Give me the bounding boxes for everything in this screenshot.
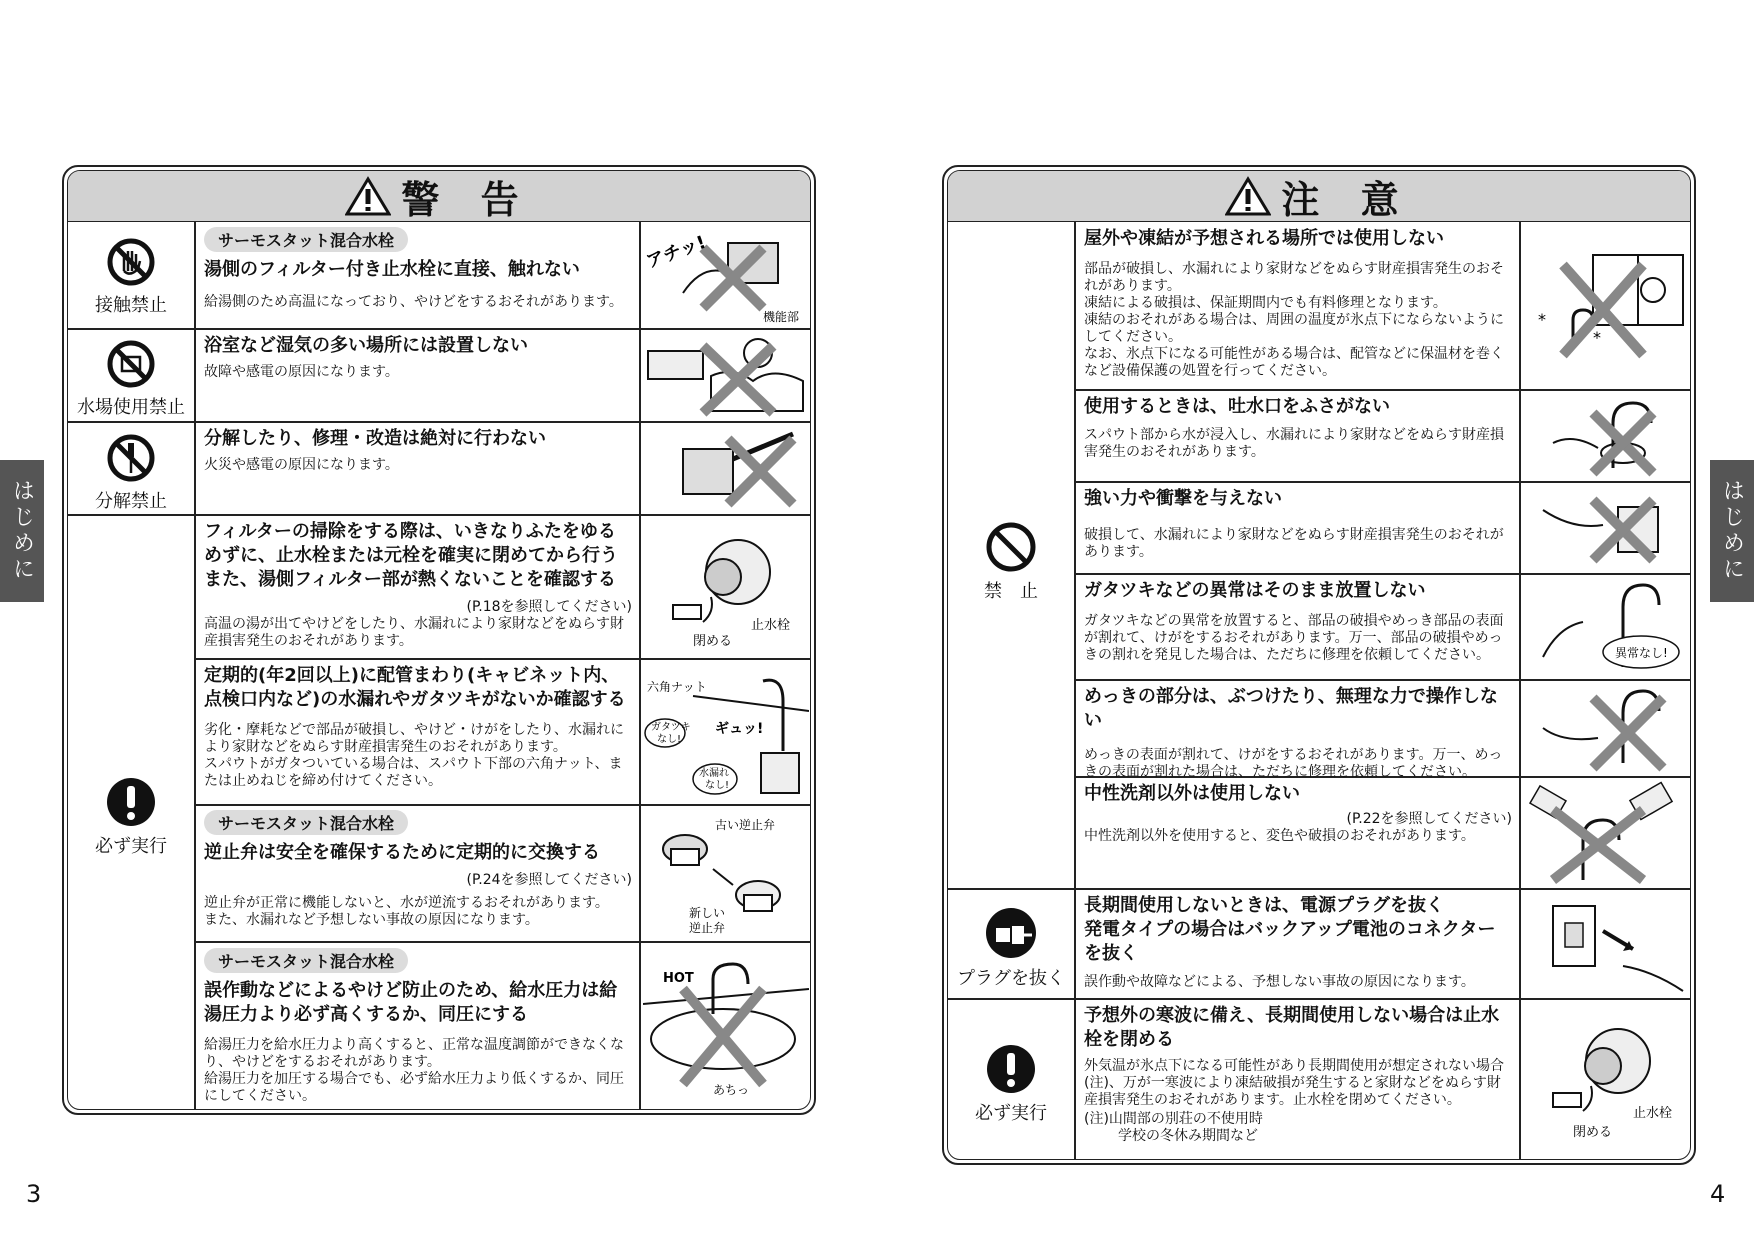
caution-row-2: 使用するときは、吐水口をふさがない スパウト部から水が浸入し、水漏れにより家財などをぬらす財産損害発生のおそれがあります。 bbox=[1084, 396, 1504, 460]
svg-text:なし!: なし! bbox=[705, 780, 730, 791]
warning-row-5: 定期的(年2回以上)に配管まわり(キャビネット内、点検口内など)の水漏れやガタツキがないか確認する 劣化・摩耗などで部品が破損し、やけど・けがをしたり、水漏れにより家財などをぬらす財産損害発生のおそれがあります。 スパウトがガタついている場合は、スパウト下部の六角ナット、または止めねじを締め付けてください。 bbox=[204, 665, 626, 789]
piping-check-illustration bbox=[643, 661, 809, 803]
page-number-right: 4 bbox=[1710, 1180, 1726, 1208]
svg-text:アチッ!: アチッ! bbox=[643, 231, 709, 273]
svg-text:閉める: 閉める bbox=[1573, 1125, 1613, 1140]
spout-block-illustration bbox=[1523, 393, 1689, 479]
prohibited-symbol: 禁 止 bbox=[948, 521, 1074, 603]
warning-row-7: サーモスタット混合水栓 誤作動などによるやけど防止のため、給水圧力は給湯圧力より必ず高くするか、同圧にする 給湯圧力を給水圧力より高くすると、正常な温度調節ができなくなり、やけどをするおそれがあります。 給湯圧力を加圧する場合でも、必ず給水圧力より低くするか、同圧にしてください。 bbox=[204, 948, 632, 1105]
caution-row-1: 屋外や凍結が予想される場所では使用しない 部品が破損し、水漏れにより家財などをぬらす財産損害発生のおそれがあります。 凍結による破損は、保証期間内でも有料修理となります。 凍結のおそれがある場合は、周囲の温度が氷点下にならないようにしてください。 なお、氷点下になる可能性がある場合は、配管などに保温材を巻くなど設備保護の処置を行ってください。 bbox=[1084, 228, 1504, 379]
page-number-left: 3 bbox=[26, 1180, 42, 1208]
caution-row-3: 強い力や衝撃を与えない 破損して、水漏れにより家財などをぬらす財産損害発生のおそれがあります。 bbox=[1084, 488, 1504, 560]
plating-illustration bbox=[1523, 683, 1689, 775]
warning-triangle-icon bbox=[345, 176, 391, 216]
warning-row-2: 浴室など湿気の多い場所には設置しない 故障や感電の原因になります。 bbox=[204, 335, 528, 380]
bathroom-illustration bbox=[643, 331, 809, 419]
svg-text:機能部: 機能部 bbox=[763, 310, 800, 324]
warning-header bbox=[68, 171, 810, 222]
svg-text:ギュッ!: ギュッ! bbox=[715, 721, 764, 737]
svg-text:水漏れ: 水漏れ bbox=[699, 768, 729, 779]
svg-text:なし!: なし! bbox=[657, 734, 682, 745]
caution-row-5: めっきの部分は、ぶつけたり、無理な力で操作しない めっきの表面が割れて、けがをするおそれがあります。万一、めっきの表面が割れた場合は、ただちに修理を依頼してください。 bbox=[1084, 686, 1503, 780]
check-valve-illustration bbox=[643, 807, 809, 939]
caution-row-6: 中性洗剤以外は使用しない (P.22を参照してください) 中性洗剤以外を使用すると、変色や破損のおそれがあります。 bbox=[1084, 783, 1512, 844]
svg-text:*: * bbox=[1593, 328, 1601, 347]
no-disassembly-symbol: 分解禁止 bbox=[68, 433, 194, 513]
svg-text:新しい: 新しい bbox=[689, 906, 726, 920]
warning-row-1: サーモスタット混合水栓 湯側のフィルター付き止水栓に直接、触れない 給湯側のため高温になっており、やけどをするおそれがあります。 bbox=[204, 227, 632, 311]
caution-panel bbox=[942, 165, 1696, 1165]
svg-text:あちっ: あちっ bbox=[713, 1083, 750, 1097]
warning-row-6: サーモスタット混合水栓 逆止弁は安全を確保するために定期的に交換する (P.24を参照してください) 逆止弁が正常に機能しないと、水が逆流するおそれがあります。 また、水漏れなど予想しない事故の原因になります。 bbox=[204, 810, 632, 929]
frozen-outdoor-illustration bbox=[1523, 225, 1689, 387]
hot-filter-illustration bbox=[643, 223, 809, 327]
svg-text:古い逆止弁: 古い逆止弁 bbox=[715, 818, 776, 832]
detergent-illustration bbox=[1523, 780, 1689, 886]
no-touch-symbol: 接触禁止 bbox=[68, 237, 194, 317]
svg-text:*: * bbox=[1538, 310, 1546, 329]
mandatory-symbol-2: 必ず実行 bbox=[948, 1043, 1074, 1125]
caution-triangle-icon bbox=[1225, 176, 1271, 216]
abnormal-check-illustration bbox=[1523, 577, 1689, 677]
product-badge: サーモスタット混合水栓 bbox=[204, 948, 408, 973]
caution-row-4: ガタツキなどの異常はそのまま放置しない ガタツキなどの異常を放置すると、部品の破損やめっき部品の表面が割れて、けがをするおそれがあります。万一、部品の破損やめっきの割れを発見した場合は、ただちに修理を依頼してください。 bbox=[1084, 580, 1504, 663]
warning-panel bbox=[62, 165, 816, 1115]
pressure-illustration bbox=[643, 944, 809, 1110]
svg-text:ガタツキ: ガタツキ bbox=[651, 722, 691, 733]
svg-text:閉める: 閉める bbox=[693, 634, 733, 649]
stop-valve-close-illustration bbox=[1523, 1001, 1689, 1160]
unplug-illustration bbox=[1523, 891, 1689, 996]
svg-text:六角ナット: 六角ナット bbox=[647, 680, 707, 694]
warning-row-3: 分解したり、修理・改造は絶対に行わない 火災や感電の原因になります。 bbox=[204, 428, 546, 473]
caution-header bbox=[948, 171, 1690, 222]
exclamation-icon bbox=[985, 1043, 1037, 1095]
impact-illustration bbox=[1523, 485, 1689, 571]
no-wet-area-symbol: 水場使用禁止 bbox=[68, 339, 194, 419]
warning-title: 警 告 bbox=[401, 177, 533, 222]
warning-row-4: フィルターの掃除をする際は、いきなりふたをゆるめずに、止水栓または元栓を確実に閉めてから行う また、湯側フィルター部が熱くないことを確認する (P.18を参照してください) 高温の湯が出てやけどをしたり、水漏れにより家財などをぬらす財産損害発生のおそれがあります。 bbox=[204, 521, 632, 649]
section-tab-left: はじめに bbox=[0, 460, 44, 602]
product-badge: サーモスタット混合水栓 bbox=[204, 810, 408, 835]
plug-icon bbox=[984, 906, 1038, 960]
no-water-area-icon bbox=[106, 339, 156, 389]
svg-text:異常なし!: 異常なし! bbox=[1615, 646, 1668, 660]
caution-row-7: 長期間使用しないときは、電源プラグを抜く 発電タイプの場合はバックアップ電池のコネクターを抜く 誤作動や故障などによる、予想しない事故の原因になります。 bbox=[1084, 895, 1496, 990]
section-tab-right: はじめに bbox=[1710, 460, 1754, 602]
unplug-symbol: プラグを抜く bbox=[948, 906, 1074, 990]
prohibited-icon bbox=[985, 521, 1037, 573]
no-touch-icon bbox=[106, 237, 156, 287]
exclamation-icon bbox=[105, 776, 157, 828]
mandatory-symbol: 必ず実行 bbox=[68, 776, 194, 858]
svg-text:HOT: HOT bbox=[663, 971, 694, 986]
svg-text:止水栓: 止水栓 bbox=[1633, 1106, 1673, 1121]
caution-title: 注 意 bbox=[1281, 177, 1413, 222]
caution-row-8: 予想外の寒波に備え、長期間使用しない場合は止水栓を閉める 外気温が氷点下になる可能性があり長期間使用が想定されない場合(注)、万が一寒波により凍結破損が発生すると家財などをぬらす財産損害発生のおそれがあります。止水栓を閉めてください。 (注)山間部の別荘の不使用時 学校の冬休み期間など bbox=[1084, 1005, 1504, 1144]
svg-text:止水栓: 止水栓 bbox=[751, 618, 791, 633]
disassembly-illustration bbox=[643, 424, 809, 512]
stop-valve-illustration bbox=[643, 517, 809, 657]
product-badge: サーモスタット混合水栓 bbox=[204, 227, 408, 252]
svg-text:逆止弁: 逆止弁 bbox=[689, 921, 726, 935]
no-disassembly-icon bbox=[106, 433, 156, 483]
